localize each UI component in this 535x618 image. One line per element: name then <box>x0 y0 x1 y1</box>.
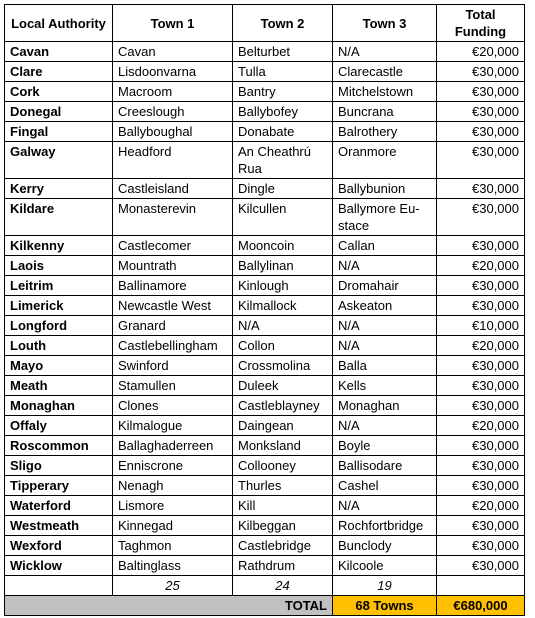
town-count-row <box>5 576 525 596</box>
town-1-cell: Monasterevin <box>113 199 233 236</box>
funding-table <box>4 4 525 616</box>
local-authority-cell: Galway <box>5 142 113 179</box>
table-row <box>5 256 525 276</box>
local-authority-cell: Limerick <box>5 296 113 316</box>
funding-cell: €30,000 <box>437 142 525 179</box>
funding-cell: €30,000 <box>437 536 525 556</box>
town-2-cell: Ballybofey <box>233 102 333 122</box>
table-row <box>5 476 525 496</box>
town-1-cell: Ballinamore <box>113 276 233 296</box>
funding-cell: €30,000 <box>437 296 525 316</box>
town-1-cell: Nenagh <box>113 476 233 496</box>
local-authority-cell: Monaghan <box>5 396 113 416</box>
town-3-cell: Callan <box>333 236 437 256</box>
local-authority-cell: Westmeath <box>5 516 113 536</box>
total-towns: 68 Towns <box>333 596 437 616</box>
table-row <box>5 556 525 576</box>
local-authority-cell: Tipperary <box>5 476 113 496</box>
town-2-cell: Kill <box>233 496 333 516</box>
table-row <box>5 142 525 179</box>
local-authority-cell: Longford <box>5 316 113 336</box>
town-1-cell: Kilmalogue <box>113 416 233 436</box>
funding-cell: €20,000 <box>437 256 525 276</box>
table-row <box>5 179 525 199</box>
town-3-cell: Kells <box>333 376 437 396</box>
local-authority-cell: Mayo <box>5 356 113 376</box>
town-1-cell: Castlebellingham <box>113 336 233 356</box>
town-1-cell: Swinford <box>113 356 233 376</box>
town-3-cell: Bunclody <box>333 536 437 556</box>
funding-cell: €30,000 <box>437 396 525 416</box>
town-2-cell: Kilcullen <box>233 199 333 236</box>
local-authority-cell: Wicklow <box>5 556 113 576</box>
town-2-cell: Crossmolina <box>233 356 333 376</box>
town-3-cell: Oranmore <box>333 142 437 179</box>
table-row <box>5 62 525 82</box>
town-1-cell: Stamullen <box>113 376 233 396</box>
table-row <box>5 456 525 476</box>
funding-cell: €30,000 <box>437 516 525 536</box>
funding-cell: €30,000 <box>437 556 525 576</box>
table-row <box>5 336 525 356</box>
col-header-total-funding: Total Funding <box>437 5 525 42</box>
town-2-cell: Tulla <box>233 62 333 82</box>
table-row <box>5 376 525 396</box>
funding-cell: €30,000 <box>437 122 525 142</box>
town-1-cell: Kinnegad <box>113 516 233 536</box>
town-1-cell: Clones <box>113 396 233 416</box>
table-row <box>5 316 525 336</box>
total-label: TOTAL <box>5 596 333 616</box>
table-row <box>5 536 525 556</box>
funding-cell: €30,000 <box>437 82 525 102</box>
town-1-cell: Taghmon <box>113 536 233 556</box>
town-3-count: 19 <box>333 576 437 596</box>
town-1-cell: Ballaghaderreen <box>113 436 233 456</box>
table-row <box>5 199 525 236</box>
town-2-cell: Castlebridge <box>233 536 333 556</box>
town-1-cell: Creeslough <box>113 102 233 122</box>
town-2-cell: An Cheathrú Rua <box>233 142 333 179</box>
funding-cell: €30,000 <box>437 199 525 236</box>
funding-cell: €30,000 <box>437 276 525 296</box>
town-2-cell: Kilbeggan <box>233 516 333 536</box>
table-row <box>5 396 525 416</box>
town-3-cell: N/A <box>333 256 437 276</box>
town-3-cell: Mitchelstown <box>333 82 437 102</box>
funding-cell: €30,000 <box>437 102 525 122</box>
town-3-cell: N/A <box>333 316 437 336</box>
town-3-cell: N/A <box>333 416 437 436</box>
town-3-cell: Boyle <box>333 436 437 456</box>
local-authority-cell: Fingal <box>5 122 113 142</box>
header-row <box>5 5 525 42</box>
town-3-cell: Monaghan <box>333 396 437 416</box>
local-authority-cell: Kildare <box>5 199 113 236</box>
table-row <box>5 516 525 536</box>
funding-cell: €20,000 <box>437 42 525 62</box>
table-row <box>5 276 525 296</box>
local-authority-cell: Cork <box>5 82 113 102</box>
funding-cell: €20,000 <box>437 496 525 516</box>
local-authority-cell: Cavan <box>5 42 113 62</box>
table-row <box>5 236 525 256</box>
funding-cell: €30,000 <box>437 436 525 456</box>
funding-cell: €30,000 <box>437 179 525 199</box>
town-3-cell: Ballisodare <box>333 456 437 476</box>
funding-cell: €30,000 <box>437 236 525 256</box>
town-2-cell: Castleblayney <box>233 396 333 416</box>
funding-cell: €30,000 <box>437 476 525 496</box>
town-1-cell: Lisdoonvarna <box>113 62 233 82</box>
table-row <box>5 42 525 62</box>
col-header-town-1: Town 1 <box>113 5 233 42</box>
funding-cell: €20,000 <box>437 416 525 436</box>
town-3-cell: N/A <box>333 496 437 516</box>
funding-cell: €30,000 <box>437 456 525 476</box>
town-2-cell: Kilmallock <box>233 296 333 316</box>
town-1-cell: Newcastle West <box>113 296 233 316</box>
local-authority-cell: Meath <box>5 376 113 396</box>
town-3-cell: Balla <box>333 356 437 376</box>
town-1-cell: Lismore <box>113 496 233 516</box>
local-authority-cell: Louth <box>5 336 113 356</box>
local-authority-cell: Kerry <box>5 179 113 199</box>
town-1-count: 25 <box>113 576 233 596</box>
town-3-cell: Balrothery <box>333 122 437 142</box>
local-authority-cell: Roscommon <box>5 436 113 456</box>
table-row <box>5 496 525 516</box>
local-authority-cell: Leitrim <box>5 276 113 296</box>
town-2-cell: Duleek <box>233 376 333 396</box>
count-blank-cell <box>5 576 113 596</box>
town-1-cell: Ballyboughal <box>113 122 233 142</box>
table-row <box>5 436 525 456</box>
table-row <box>5 122 525 142</box>
town-3-cell: Ballymore Eu-stace <box>333 199 437 236</box>
town-2-cell: N/A <box>233 316 333 336</box>
town-2-cell: Mooncoin <box>233 236 333 256</box>
town-2-cell: Monksland <box>233 436 333 456</box>
town-3-cell: Cashel <box>333 476 437 496</box>
table-row <box>5 82 525 102</box>
funding-cell: €30,000 <box>437 356 525 376</box>
local-authority-cell: Donegal <box>5 102 113 122</box>
town-3-cell: Rochfortbridge <box>333 516 437 536</box>
funding-cell: €30,000 <box>437 376 525 396</box>
total-funding: €680,000 <box>437 596 525 616</box>
town-1-cell: Enniscrone <box>113 456 233 476</box>
col-header-town-2: Town 2 <box>233 5 333 42</box>
local-authority-cell: Wexford <box>5 536 113 556</box>
town-2-cell: Donabate <box>233 122 333 142</box>
town-3-cell: Clarecastle <box>333 62 437 82</box>
town-1-cell: Macroom <box>113 82 233 102</box>
town-1-cell: Cavan <box>113 42 233 62</box>
count-blank-cell <box>437 576 525 596</box>
local-authority-cell: Waterford <box>5 496 113 516</box>
town-1-cell: Headford <box>113 142 233 179</box>
total-row <box>5 596 525 616</box>
town-2-cell: Ballylinan <box>233 256 333 276</box>
town-1-cell: Mountrath <box>113 256 233 276</box>
town-3-cell: Dromahair <box>333 276 437 296</box>
col-header-local-authority: Local Authority <box>5 5 113 42</box>
town-2-count: 24 <box>233 576 333 596</box>
local-authority-cell: Offaly <box>5 416 113 436</box>
col-header-town-3: Town 3 <box>333 5 437 42</box>
town-2-cell: Collooney <box>233 456 333 476</box>
town-3-cell: N/A <box>333 42 437 62</box>
funding-cell: €30,000 <box>437 62 525 82</box>
table-row <box>5 296 525 316</box>
town-2-cell: Belturbet <box>233 42 333 62</box>
town-2-cell: Bantry <box>233 82 333 102</box>
town-3-cell: Kilcoole <box>333 556 437 576</box>
table-row <box>5 102 525 122</box>
town-3-cell: Buncrana <box>333 102 437 122</box>
town-2-cell: Collon <box>233 336 333 356</box>
town-3-cell: Ballybunion <box>333 179 437 199</box>
town-1-cell: Granard <box>113 316 233 336</box>
local-authority-cell: Kilkenny <box>5 236 113 256</box>
town-2-cell: Daingean <box>233 416 333 436</box>
table-row <box>5 356 525 376</box>
town-2-cell: Dingle <box>233 179 333 199</box>
town-2-cell: Thurles <box>233 476 333 496</box>
town-2-cell: Rathdrum <box>233 556 333 576</box>
town-1-cell: Castleisland <box>113 179 233 199</box>
town-3-cell: N/A <box>333 336 437 356</box>
town-2-cell: Kinlough <box>233 276 333 296</box>
local-authority-cell: Laois <box>5 256 113 276</box>
town-3-cell: Askeaton <box>333 296 437 316</box>
local-authority-cell: Sligo <box>5 456 113 476</box>
town-1-cell: Castlecomer <box>113 236 233 256</box>
table-row <box>5 416 525 436</box>
funding-cell: €10,000 <box>437 316 525 336</box>
local-authority-cell: Clare <box>5 62 113 82</box>
town-1-cell: Baltinglass <box>113 556 233 576</box>
funding-cell: €20,000 <box>437 336 525 356</box>
